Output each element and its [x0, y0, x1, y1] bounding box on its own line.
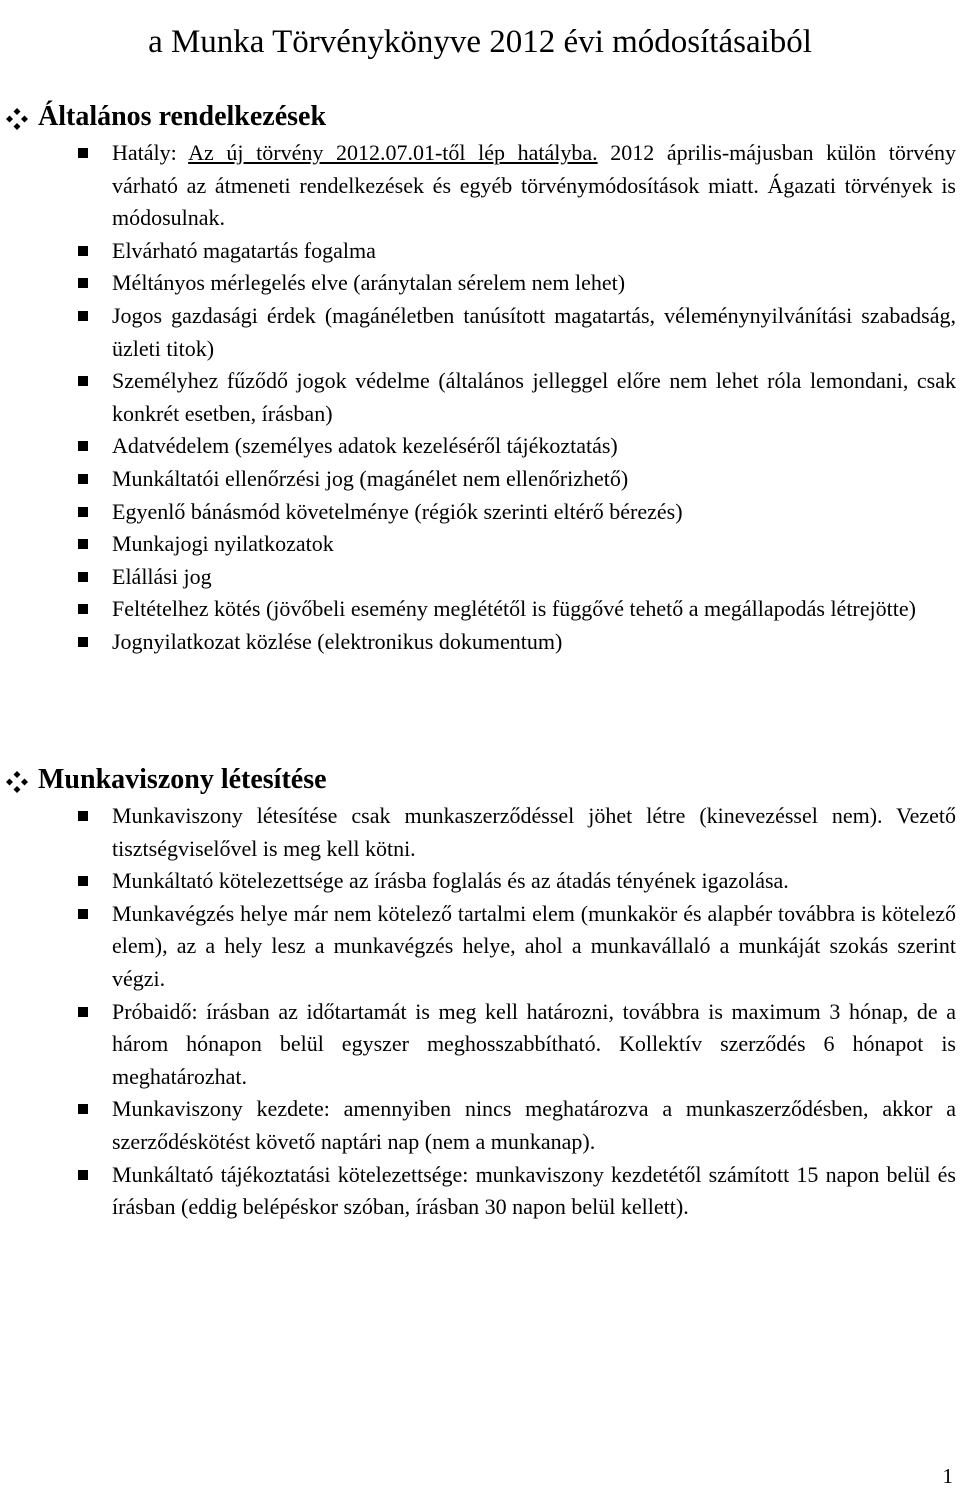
- list-item-text: Feltételhez kötés (jövőbeli esemény meglététől is függővé tehető a megállapodás létrejötte): [112, 596, 916, 622]
- list-item-text: Jognyilatkozat közlése (elektronikus dokumentum): [112, 628, 563, 654]
- square-bullet-icon: [78, 148, 88, 158]
- list-item-text: Munkavégzés helye már nem kötelező tartalmi elem (munkakör és alapbér továbbra is kötelező elem), az a hely lesz a munkavégzés helye, ahol a munkavállaló a munkáját szokás szerint végzi.: [112, 900, 956, 991]
- square-bullet-icon: [78, 507, 88, 517]
- list-item: [0, 365, 956, 430]
- page-title: a Munka Törvénykönyve 2012 évi módosításaiból: [148, 24, 812, 61]
- list-item-text: Méltányos mérlegelés elve (aránytalan sérelem nem lehet): [112, 270, 626, 296]
- section-heading: [0, 97, 960, 137]
- list-item: [0, 496, 956, 529]
- square-bullet-icon: [78, 1170, 88, 1180]
- list-item-text: Próbaidő: írásban az időtartamát is meg kell határozni, továbbra is maximum 3 hónap, de a három hónapon belül egyszer meghosszabbítható. Kollektív szerződés 6 hónapot is meghatározhat.: [112, 998, 956, 1089]
- square-bullet-icon: [78, 311, 88, 321]
- list-item-text: Munkáltatói ellenőrzési jog (magánélet nem ellenőrizhető): [112, 465, 629, 491]
- square-bullet-icon: [78, 441, 88, 451]
- square-bullet-icon: [78, 376, 88, 386]
- list-item: [0, 898, 956, 996]
- square-bullet-icon: [78, 572, 88, 582]
- section-heading-text: Munkaviszony létesítése: [38, 764, 327, 795]
- list-item: [0, 267, 956, 300]
- list-item: [0, 561, 956, 594]
- square-bullet-icon: [78, 811, 88, 821]
- list-item-text: Egyenlő bánásmód követelménye (régiók szerinti eltérő bérezés): [112, 498, 683, 524]
- list-item-text: Munkajogi nyilatkozatok: [112, 531, 334, 557]
- list-item-text: Adatvédelem (személyes adatok kezeléséről tájékoztatás): [112, 433, 618, 459]
- list-item: [0, 235, 956, 268]
- square-bullet-icon: [78, 474, 88, 484]
- list-item: [0, 1159, 956, 1224]
- section-heading-text: Általános rendelkezések: [38, 101, 327, 132]
- list-item-prefix: Hatály:: [112, 140, 189, 165]
- list-item: [0, 626, 956, 659]
- list-item-text: Munkáltató tájékoztatási kötelezettsége: munkaviszony kezdetétől számított 15 napon belül és írásban (eddig belépéskor szóban, írásban 30 napon belül kellett).: [112, 1161, 956, 1220]
- page-number: 1: [942, 1464, 953, 1488]
- four-diamond-icon: [5, 770, 29, 794]
- list-item-text: Munkáltató kötelezettsége az írásba foglalás és az átadás tényének igazolása.: [112, 868, 789, 894]
- section-general-provisions: [0, 97, 960, 659]
- bullet-list: [0, 800, 960, 1224]
- square-bullet-icon: [78, 539, 88, 549]
- square-bullet-icon: [78, 1007, 88, 1017]
- list-item: [0, 137, 956, 235]
- effective-date-link[interactable]: Az új törvény 2012.07.01-től lép hatályba.: [188, 140, 598, 165]
- list-item: [0, 996, 956, 1094]
- list-item-text: Elállási jog: [112, 563, 212, 589]
- square-bullet-icon: [78, 637, 88, 647]
- list-item-text: Személyhez fűződő jogok védelme (általános jelleggel előre nem lehet róla lemondani, csak konkrét esetben, írásban): [112, 368, 956, 426]
- bullet-list: [0, 137, 960, 659]
- list-item-text: Jogos gazdasági érdek (magánéletben tanúsított magatartás, véleménynyilvánítási szabadság, üzleti titok): [112, 302, 956, 361]
- square-bullet-icon: [78, 278, 88, 288]
- list-item-text: Munkaviszony kezdete: amennyiben nincs meghatározva a munkaszerződésben, akkor a szerződéskötést követő naptári nap (nem a munkanap).: [112, 1096, 956, 1154]
- section-employment-establishment: [0, 760, 960, 1224]
- list-item: [0, 463, 956, 496]
- list-item: [0, 800, 956, 865]
- square-bullet-icon: [78, 1104, 88, 1114]
- list-item: [0, 593, 956, 626]
- list-item-text: Munkaviszony létesítése csak munkaszerződéssel jöhet létre (kinevezéssel nem). Vezető tisztségviselővel is meg kell kötni.: [112, 803, 956, 861]
- list-item-text: 2012 április-májusban külön törvény várható az átmeneti rendelkezések és egyéb törvénymódosítások miatt. Ágazati törvények is módosulnak.: [112, 140, 956, 231]
- list-item: [0, 865, 956, 898]
- list-item: [0, 528, 956, 561]
- square-bullet-icon: [78, 604, 88, 614]
- square-bullet-icon: [78, 246, 88, 256]
- square-bullet-icon: [78, 909, 88, 919]
- list-item-text: Elvárható magatartás fogalma: [112, 237, 376, 263]
- list-item: [0, 430, 956, 463]
- square-bullet-icon: [78, 876, 88, 886]
- list-item: [0, 300, 956, 365]
- section-heading: [0, 760, 960, 800]
- list-item: [0, 1093, 956, 1158]
- four-diamond-icon: [5, 107, 29, 131]
